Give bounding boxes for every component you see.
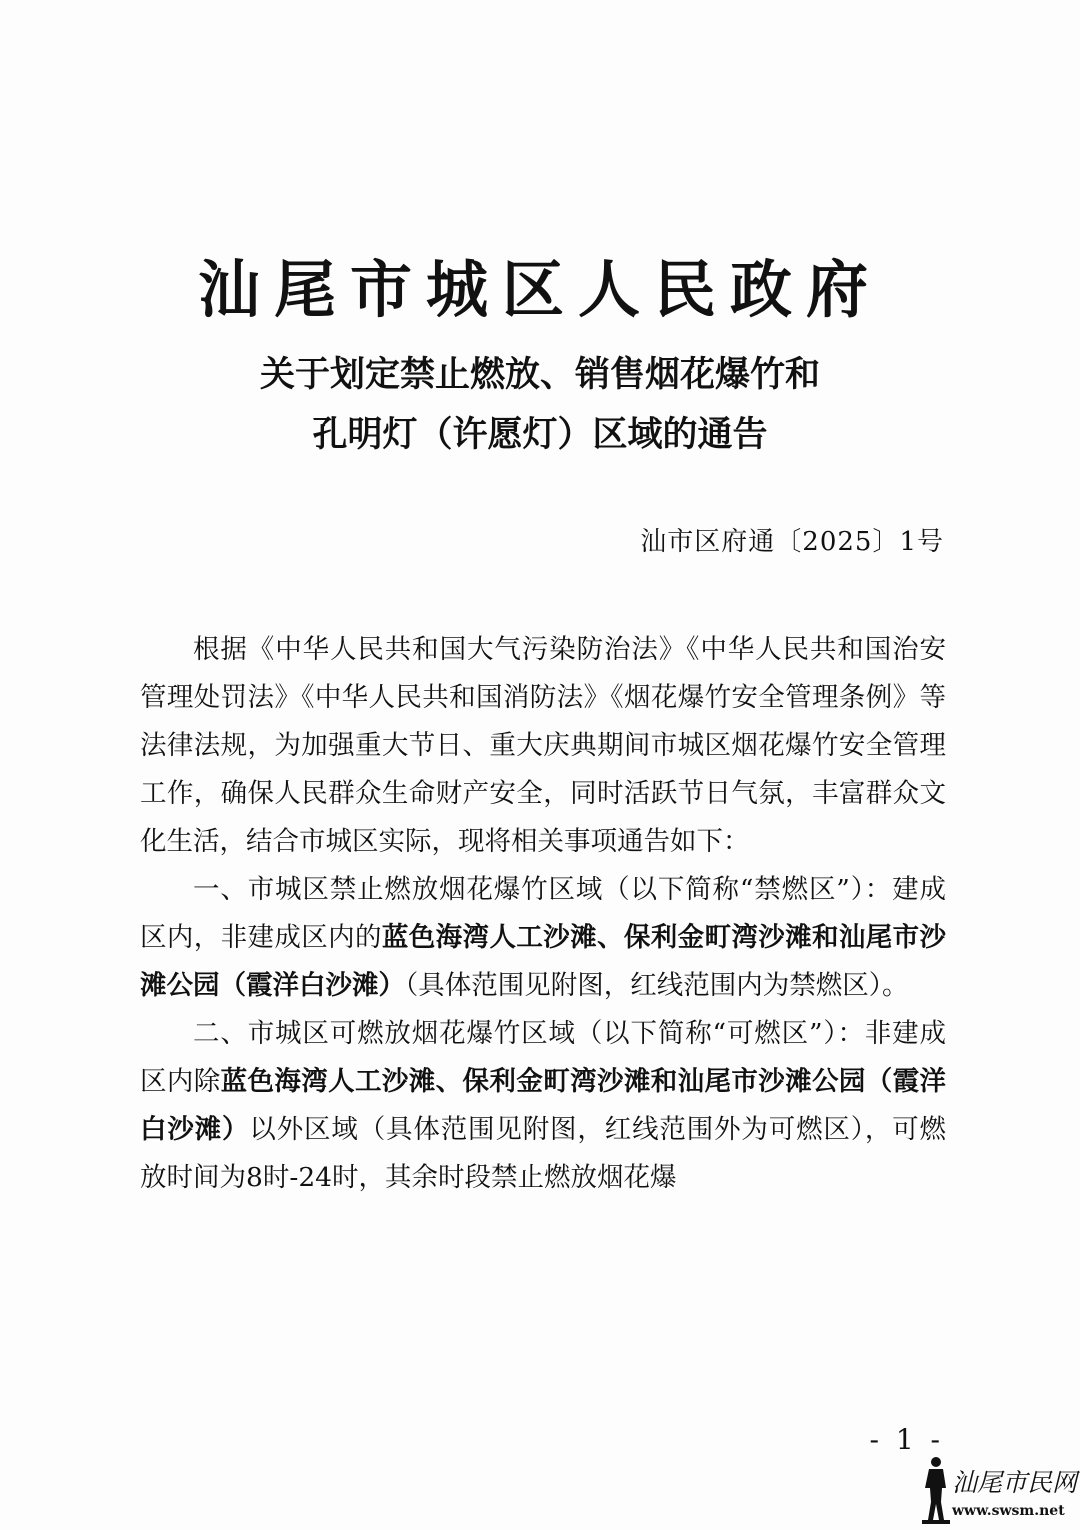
section-2-text-b: 以外区域（具体范围见附图，红线范围外为可燃区），可燃放时间为8时-24时，其余时段禁止燃放烟花爆: [140, 1114, 947, 1193]
section-2-bold-locations: 蓝色海湾人工沙滩、保利金町湾沙滩和汕尾市沙滩公园（霞洋白沙滩）: [140, 1066, 947, 1145]
section-1-text-b: （具体范围见附图，红线范围内为禁燃区）。: [405, 970, 909, 1001]
section-1-bold-locations: 蓝色海湾人工沙滩、保利金町湾沙滩和汕尾市沙滩公园（霞洋白沙滩）: [140, 922, 947, 1001]
notice-body: [140, 626, 946, 1202]
page-number: - 1 -: [869, 1423, 944, 1456]
section-2-paragraph: [140, 1010, 946, 1202]
watermark-url: www.swsm.net: [952, 1503, 1065, 1519]
section-2-text-a: 二、市城区可燃放烟花爆竹区域（以下简称“可燃区”）：非建成区内除: [140, 1018, 946, 1097]
section-1-text-a: 一、市城区禁止燃放烟花爆竹区域（以下简称“禁燃区”）：建成区内，非建成区内的: [140, 874, 946, 953]
notice-subtitle-line-1: 关于划定禁止燃放、销售烟花爆竹和: [259, 354, 820, 395]
issuing-authority-title: 汕尾市城区人民政府: [197, 253, 882, 326]
intro-paragraph: 根据《中华人民共和国大气污染防治法》《中华人民共和国治安管理处罚法》《中华人民共和国消防法》《烟花爆竹安全管理条例》等法律法规，为加强重大节日、重大庆典期间市城区烟花爆竹安全管理工作，确保人民群众生命财产安全，同时活跃节日气氛，丰富群众文化生活，结合市城区实际，现将相关事项通告如下：: [140, 634, 946, 857]
section-1-paragraph: [140, 866, 946, 1010]
document-number: 汕市区府通〔2025〕1号: [640, 527, 944, 557]
site-watermark: [912, 1452, 1080, 1530]
watermark-site-name: 汕尾市民网: [952, 1468, 1078, 1497]
notice-subtitle-line-2: 孔明灯（许愿灯）区域的通告: [312, 414, 768, 455]
statue-silhouette-icon: [916, 1454, 954, 1526]
